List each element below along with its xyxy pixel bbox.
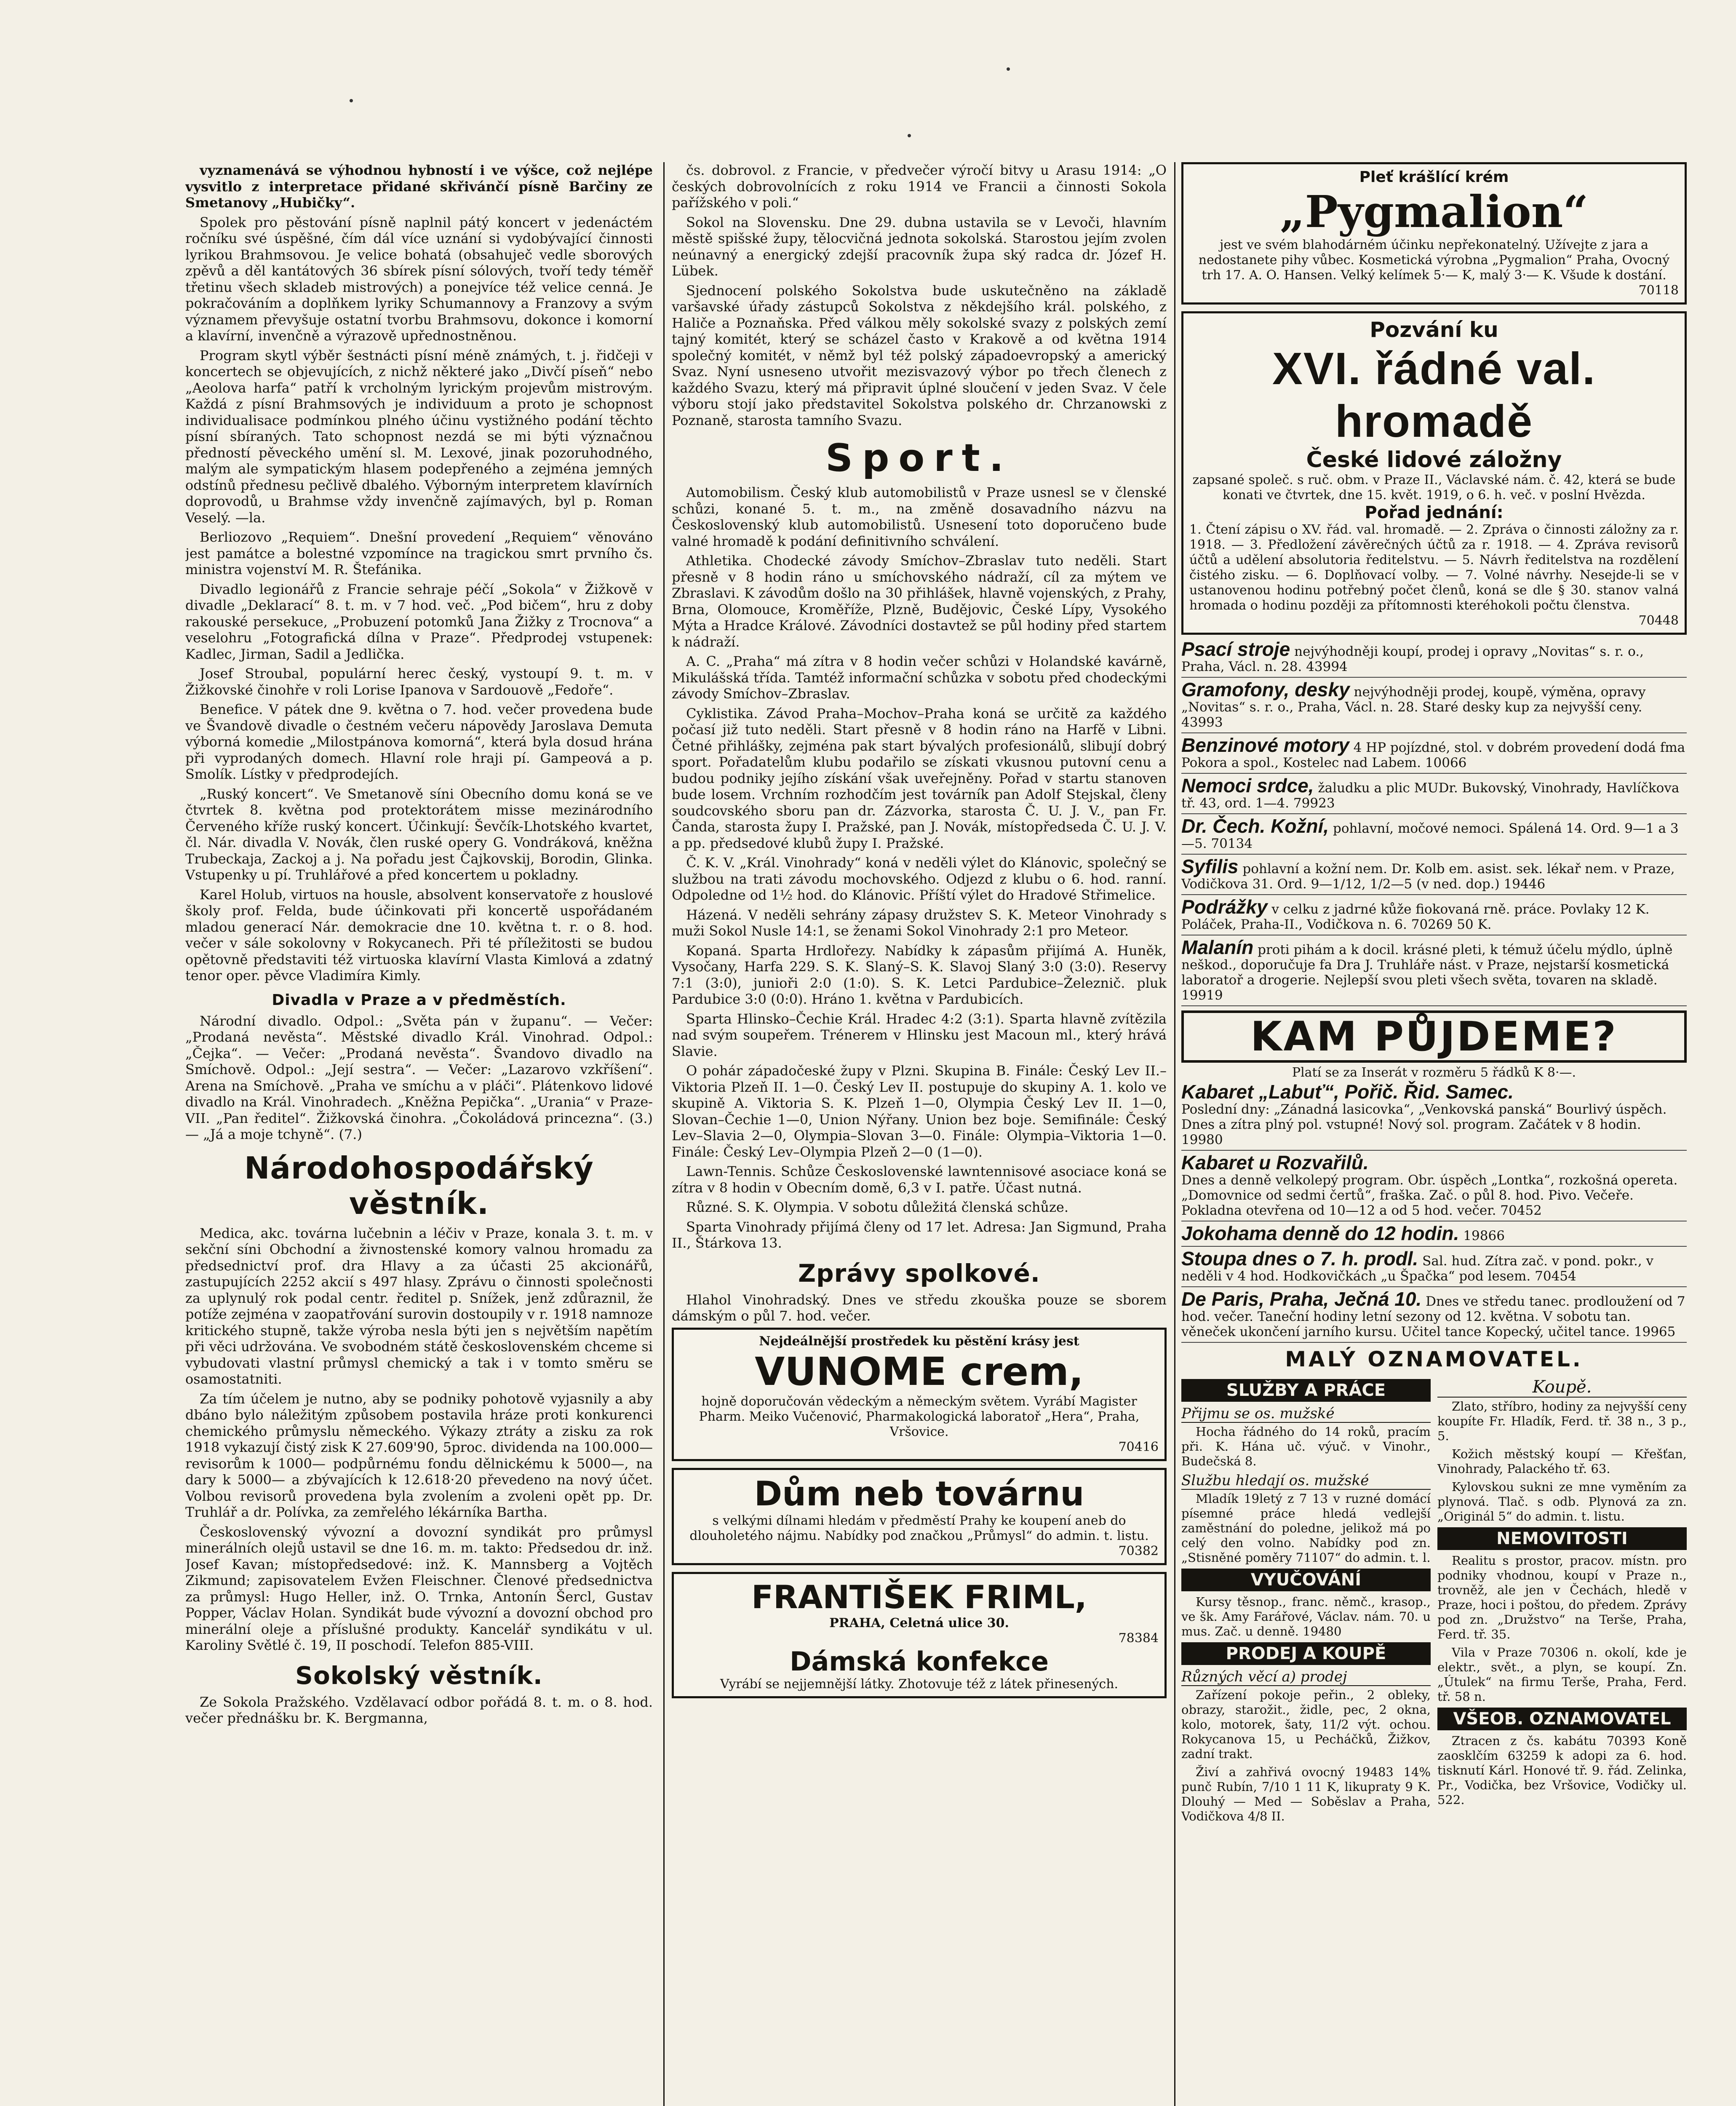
row-title: Gramofony, desky <box>1181 679 1350 700</box>
row-text: pohlavní a kožní nem. Dr. Kolb em. asist. sek. lékař nem. v Praze, Vodičkova 31. Ord. 9—1/12, 1/2—5 (v ned. dop.) 19446 <box>1181 861 1675 892</box>
ad-brand: FRANTIŠEK FRIML, <box>751 1578 1087 1616</box>
economy-heading: Národohospodářský věstník. <box>244 1150 594 1221</box>
ad-address: PRAHA, Celetná ulice 30. <box>829 1615 1009 1630</box>
article-paragraph: Ze Sokola Pražského. Vzdělavací odbor pořádá 8. t. m. o 8. hod. večer přednášku br. K. Bergmanna, <box>185 1694 653 1726</box>
small-ad: Kožich městský koupí — Křešťan, Vinohrady, Palackého tř. 63. <box>1437 1447 1687 1476</box>
small-ad: Realitu s prostor, pracov. místn. pro podniky vhodnou, koupí v Praze n., trovněž, ale jen v Čechách, hledě v Praze, hoci i poštou, do předem. Zprávy pod zn. „Družstvo“ na Terše, Praha, Ferd. tř. 35. <box>1437 1553 1687 1641</box>
row-title: Nemoci srdce, <box>1181 775 1314 796</box>
article-paragraph: Benefice. V pátek dne 9. května o 7. hod. večer provedena bude ve Švandově divadle o čestném večeru nápovědy Jaroslava Demuta výborná komedie „Milostpánova komorná“, která byla dosud hrána při vyprodaných domech. Hlavní role hraji pí. Gampeová a p. Smolík. Lístky v předprodejích. <box>185 701 653 782</box>
row-text: nejvýhodněji koupí, prodej i opravy „Novitas“ s. r. o., Praha, Václ. n. 28. 43994 <box>1181 644 1644 674</box>
ad-tagline: Pozvání ku <box>1370 318 1498 342</box>
small-ad: Živí a zahřivá ovocný 19483 14% punč Rubín, 7/10 1 11 K, likupraty 9 K. Dlouhý — Med — Soběslav a Praha, Vodičkova 4/8 II. <box>1181 1765 1431 1823</box>
ad-number: 70382 <box>1118 1543 1159 1558</box>
section-subhead: Přijmu se os. mužské <box>1181 1405 1431 1423</box>
column-right <box>1181 162 1687 2106</box>
row-title: Kabaret „Labuť“, Pořič. Řid. Samec. <box>1181 1081 1514 1103</box>
article-paragraph: O pohár západočeské župy v Plzni. Skupina B. Finále: Český Lev II.–Viktoria Plzeň II. 1—0. Český Lev II. postupuje do skupiny A. 1. kolo ve skupině A. Viktoria S. K. Plzeň 1—0, Olympia Český Lev II. 1—0, Slovan–Čechie 1—0, Union Nýřany. Union bez boje. Semifinále: Český Lev–Slavia 2—0, Olympia–Slovan 3—0. Finále: Olympia–Viktoria 1—0. Finále: Český Lev–Olympia Plzeň 2—0 (1—0). <box>672 1063 1167 1160</box>
small-ad: Hocha řádného do 14 roků, pracím při. K. Hána uč. výuč. v Vinohr., Budečská 8. <box>1181 1424 1431 1468</box>
row-text: žaludku a plic MUDr. Bukovský, Vinohrady, Havlíčkova tř. 43, ord. 1—4. 79923 <box>1181 780 1680 811</box>
article-paragraph: Československý vývozní a dovozní syndikát pro průmysl minerálních olejů ustavil se dne 16. m. m. takto: Předsedou dr. inž. Josef Kavan; místopředsedové: inž. K. Mannsberg a Vojtěch Zikmund; zapisovatelem Evžen Fleischner. Členové předsednictva za průmysl: Hugo Heller, inž. O. Trnka, Antonín Šercl, Gustav Popper, Václav Holan. Syndikát bude vývozní a dovozní obchod pro minerální oleje a příslušné produkty. Kancelář syndikátu v ul. Karoliny Světlé č. 19, II poschodí. Telefon 885-VIII. <box>185 1523 653 1653</box>
row-text: 4 HP pojízdné, stol. v dobrém provedení dodá fma Pokora a spol., Kostelec nad Labem. 10066 <box>1181 740 1685 770</box>
classified-row <box>1181 855 1687 895</box>
advert-pygmalion <box>1181 162 1687 305</box>
small-ad: Ztracen z čs. kabátu 70393 Koně zaosklčím 63259 k adopi za 6. hod. tisknutí Kárl. Honové tř. 9. řád. Zelinka, Pr., Vodička, bez Vršovice, Vodičky ul. 522. <box>1437 1734 1687 1807</box>
row-title: Benzinové motory <box>1181 734 1349 756</box>
small-ad: Zařízení pokoje peřin., 2 obleky, obrazy, starožit., židle, pec, 2 okna, kolo, motorek, šaty, 11/2 výt. ochou. Rokycanova 15, u Pecháčků, Žižkov, zadní trakt. <box>1181 1688 1431 1761</box>
article-paragraph: Program skytl výběr šestnácti písní méně známých, t. j. řidčeji v koncertech se objevujících, z nichž některé jako „Divčí píseň“ nebo „Aeolova harfa“ patří k vrcholným lyrickým projevům mistrovým. Každá z písní Brahmsových je individuum a proto je schopnost individualisace podmínkou plného účinu vystižného podání těchto písní sbíraných. Tato schopnost nezdá se mi býti význačnou předností pěveckého umění sl. M. Lexové, jinak pozoruhodného, malým ale sympatickým hlasem podepřeného a zejména jemných odstínů přednesu pečlivě dbalého. Výborným interpretem klavírních doprovodů, u Brahmse vždy invenčně zajímavých, byl p. Roman Veselý. —la. <box>185 347 653 526</box>
section-bar: PRODEJ A KOUPĚ <box>1181 1642 1431 1665</box>
row-title: Psací stroje <box>1181 638 1290 660</box>
ad-agenda: 1. Čtení zápisu o XV. řád. val. hromadě. — 2. Zpráva o činnosti záložny za r. 1918. — 3. Předložení závěrečných účtů za r. 1918. — 4. Zpráva revisorů účtů a udělení absolutoria ředitelstvu. — 5. Návrh ředitelstva na rozdělení čistého zisku. — 6. Doplňovací volby. — 7. Volné návrhy. Nesejde-li se v ustanovenou hodinu potřebný počet členů, koná se dle § 30. stanov valná hromada o hodinu později za přítomnosti kteréhokoli počtu členstva. <box>1189 522 1679 613</box>
advert-house <box>672 1468 1167 1565</box>
article-paragraph: Athletika. Chodecké závody Smíchov–Zbraslav tuto neděli. Start přesně v 8 hodin ráno u smíchovského nádraží, cíl za mýtem ve Zbraslavi. K závodům došlo na 30 přihlášek, hlavně vojenských, z Prahy, Brna, Olomouce, Kroměříže, Plzně, Budějovic, České Lípy, Vysokého Mýta a Hradce Králové. Závodníci dostavtež se půl hodiny před startem k nádraží. <box>672 553 1167 650</box>
ad-number: 70416 <box>1118 1439 1159 1454</box>
ink-speck <box>350 99 353 102</box>
small-ad: Kylovskou sukni ze mne vyměním za plynová. Tlač. s odb. Plynová za zn. „Originál 5“ do admin. t. listu. <box>1437 1480 1687 1523</box>
sokol-heading: Sokolský věstník. <box>295 1661 543 1690</box>
row-title: Podrážky <box>1181 896 1268 918</box>
small-ad: Kursy těsnop., franc. němč., krasop., ve šk. Amy Farářové, Václav. nám. 70. u mus. Zač. u denně. 19480 <box>1181 1595 1431 1638</box>
ad-title: Dům neb továrnu <box>754 1474 1084 1513</box>
small-ads-grid <box>1181 1376 1687 1827</box>
classified-row <box>1181 775 1687 814</box>
article-paragraph: Josef Stroubal, populární herec český, vystoupí 9. t. m. v Žižkovské činohře v roli Lorise Ipanova v Sardouově „Fedoře“. <box>185 665 653 698</box>
where-to-go-heading: KAM PŮJDEME? <box>1181 1010 1687 1063</box>
article-paragraph: vyznamenává se výhodnou hybností i ve výšce, což nejlépe vysvitlo z interpretace přidané skřivánčí písně Barčiny ze Smetanovy „Hubičky“. <box>185 162 653 211</box>
article-paragraph: Cyklistika. Závod Praha–Mochov–Praha koná se určitě za každého počasí již tuto neděli. Start přesně v 8 hodin ráno na Harfě v Libni. Četné přihlášky, zejména pak start bývalých profesionálů, slibují dobrý sport. Pořadatelům klubu podařilo se získati vkusnou putovní cenu a budou podniky jejího získání však uveřejněny. Pořad v startu stanoven bude losem. Vrchním rozhodčím jest továrník pan Adolf Stejskal, členy soudcovského sboru pan dr. Zázvorka, starosta Č. U. J. V., pan Fr. Čanda, starosta župy I. Pražské, pan J. Novák, místopředseda Č. U. J. V. a pp. předsedové klubů župy I. Pražské. <box>672 705 1167 851</box>
small-ads-right <box>1437 1376 1687 1827</box>
theatres-heading: Divadla v Praze a v předměstích. <box>272 991 566 1009</box>
ad-text: Vyrábí se nejjemnější látky. Zhotovuje též z látek přinesených. <box>720 1676 1119 1692</box>
event-row <box>1181 1081 1687 1151</box>
row-title: Dr. Čech. Kožní, <box>1181 815 1329 837</box>
section-subhead: Různých věcí a) prodej <box>1181 1668 1431 1686</box>
small-ad: Vila v Praze 70306 n. okolí, kde je elektr., svět., a plyn, se koupí. Zn. „Útulek“ na firmu Terše, Praha, Ferd. tř. 58 n. <box>1437 1645 1687 1704</box>
article-paragraph: Spolek pro pěstování písně naplnil pátý koncert v jedenáctém ročníku své úspěšné, čím dál více uznání si vydobývající činnosti lyrikou Brahmsovou. Je velice bohatá (obsahuječ vedle sborových zpěvů a děl kantátových 36 sbírek písní sólových, tvoří tedy téměř třetinu všech skladeb mistrových) a ponejvíce též velice cenná. Je pokračováním a doplňkem lyriky Schumannovy a Franzovy a svým významem převyšuje ostatní tvorbu Brahmsovu, dokonce i komorní a klavírní, invenčně a výrazově upřednostněnou. <box>185 214 653 344</box>
ad-tagline: Pleť krášlící krém <box>1359 168 1509 186</box>
section-bar: NEMOVITOSTI <box>1437 1527 1687 1550</box>
ad-brand: „Pygmalion“ <box>1279 186 1589 238</box>
column-left <box>185 162 653 2106</box>
theatres-listing: Národní divadlo. Odpol.: „Světa pán v županu“. — Večer: „Prodaná nevěsta“. Městské divadlo Král. Vinohrad. Odpol.: „Čejka“. — Večer: „Prodaná nevěsta“. Švandovo divadlo na Smíchově. Odpol.: „Její sestra“. — Večer: „Lazarovo vzkříšení“. Arena na Smíchově. „Praha ve smíchu a v pláči“. Plátenkovo lidové divadlo na Král. Vinohradech. „Kněžna Pepička“. „Urania“ v Praze-VII. „Pan ředitel“. Žižkovská činohra. „Čokoládová princezna“. (3.) — „Já a moje tchyně“. (7.) <box>185 1013 653 1142</box>
classified-row <box>1181 734 1687 774</box>
ad-title: XVI. řádné val. hromadě <box>1272 343 1596 446</box>
article-paragraph: Různé. S. K. Olympia. V sobotu důležitá členská schůze. <box>686 1199 1068 1215</box>
article-paragraph: Kopaná. Sparta Hrdlořezy. Nabídky k zápasům přijímá A. Huněk, Vysočany, Harfa 229. S. K. Slaný–S. K. Slavoj Slaný 3:0 (3:0). Reservy 7:1 (3:0), junioři 2:0 (1:0). S. K. Letci Pardubice–Železnič. pluk Pardubice 3:0 (0:0). Hráno 1. května v Pardubicích. <box>672 942 1167 1007</box>
row-text: 19866 <box>1463 1228 1505 1243</box>
small-ads-heading: MALÝ OZNAMOVATEL. <box>1285 1347 1583 1371</box>
section-subhead: Koupě. <box>1437 1377 1687 1398</box>
column-middle <box>672 162 1167 2106</box>
event-row <box>1181 1288 1687 1343</box>
ink-speck <box>1007 67 1010 71</box>
row-title: Syfilis <box>1181 855 1239 877</box>
column-rule <box>1174 162 1175 2106</box>
advert-friml <box>672 1572 1167 1698</box>
ad-tagline: Nejdeálnější prostředek ku pěstění krásy jest <box>759 1334 1079 1349</box>
event-row <box>1181 1248 1687 1287</box>
row-title: Kabaret u Rozvařilů. <box>1181 1152 1369 1173</box>
article-paragraph: Hlahol Vinohradský. Dnes ve středu zkouška pouze se sborem dámským o půl 7. hod. večer. <box>672 1291 1167 1324</box>
row-text: proti pihám a k docil. krásné pleti, k témuž účelu mýdlo, úplně neškod., doporučuje fa Dra J. Truhláře nást. v Praze, nejstarší kosmetická laboratoř a drogerie. Nejlepší svou pleti všech světa, tovaren na skladě. 19919 <box>1181 942 1673 1003</box>
event-row <box>1181 1152 1687 1221</box>
section-bar: SLUŽBY A PRÁCE <box>1181 1379 1431 1402</box>
row-title: De Paris, Praha, Ječná 10. <box>1181 1288 1422 1310</box>
ad-subtitle: České lidové záložny <box>1306 447 1562 473</box>
classified-row <box>1181 679 1687 733</box>
classified-row <box>1181 936 1687 1006</box>
sport-heading: Sport. <box>825 436 1013 480</box>
article-paragraph: Karel Holub, virtuos na housle, absolvent konservatoře z houslové školy prof. Felda, bude účinkovati při koncertě uspořádaném mladou generací Nár. demokracie dne 10. května t. r. o 8. hod. večer v sále sokolovny v Rokycanech. Při té příležitosti se budou opětovně představiti též virtuoska klavírní Vlasta Kimlová a zdatný tenor oper. pěvce Vladimíra Kimly. <box>185 886 653 984</box>
ad-subtitle: Dámská konfekce <box>790 1646 1049 1677</box>
ad-number: 78384 <box>1118 1630 1159 1646</box>
article-paragraph: Divadlo legionářů z Francie sehraje péčí „Sokola“ v Žižkově v divadle „Deklarací“ 8. t. m. v 7 hod. več. „Pod bičem“, hru z doby rakouské persekuce, „Probuzení potomků Jana Žižky z Trocnova“ a veselohru „Fotografická dílna v Praze“. Předprodej vstupenek: Kadlec, Jirman, Sadil a Jedlička. <box>185 581 653 662</box>
article-paragraph: čs. dobrovol. z Francie, v předvečer výročí bitvy u Arasu 1914: „O českých dobrovolnících z roku 1914 ve Francii a činnosti Sokola pařížského v poli.“ <box>672 162 1167 211</box>
article-paragraph: A. C. „Praha“ má zítra v 8 hodin večer schůzi v Holandské kavárně, Mikulášská třída. Tamtéž informační schůzka v sobotu před chodeckými závody Smíchov–Zbraslav. <box>672 653 1167 702</box>
advert-meeting-invitation <box>1181 311 1687 635</box>
small-ad: Mladík 19letý z 7 13 v ruzné domácí písemné práce hledá vedlejší zaměstnání do poledne, jelikož má po celý den volno. Nabídky pod zn. „Stisněné poměry 71107“ do admin. t. l. <box>1181 1491 1431 1565</box>
article-paragraph: Medica, akc. továrna lučebnin a léčiv v Praze, konala 3. t. m. v sekční síni Obchodní a živnostenské komory valnou hromadu za předsednictví prof. dra Hlavy a za účasti 25 akcionářů, zastupujících 2252 akcií s 497 hlasy. Zprávu o činnosti společnosti za uplynulý rok podal centr. ředitel p. Snížek, jenž zdůraznil, že potíže zejména v zaopatřování surovin dostoupily v r. 1918 namnoze kritického stupně, takže výroba nesla býti jen s největším napětím při věci udržována. Ve svobodném státě československém chceme si vybudovati vlastní průmysl chemický a tak i v tomto směru se osamostatniti. <box>185 1225 653 1387</box>
small-ads-left <box>1181 1376 1431 1827</box>
ad-number: 70448 <box>1638 613 1679 628</box>
ad-text: s velkými dílnami hledám v předměstí Prahy ke koupení aneb do dlouholetého nájmu. Nabídky pod značkou „Průmysl“ do admin. t. listu. <box>689 1513 1149 1543</box>
row-text: Sal. hud. Zítra zač. v pond. pokr., v neděli v 4 hod. Hodkovičkách „u Špačka“ pod lesem. 70454 <box>1181 1253 1654 1284</box>
row-text: v celku z jadrné kůže fiokovaná rně. práce. Povlaky 12 K. Poláček, Praha-II., Vodičkova n. 6. 70269 50 K. <box>1181 902 1650 932</box>
classified-row <box>1181 638 1687 678</box>
small-ad: Zlato, stříbro, hodiny za nejvyšší ceny koupíte Fr. Hladík, Ferd. tř. 38 n., 3 p., 5. <box>1437 1399 1687 1443</box>
ad-text: hojně doporučován vědeckým a německým světem. Vyrábí Magister Pharm. Meiko Vučenović, Pharmakologická laboratoř „Hera“, Praha, Vršovice. <box>699 1394 1140 1439</box>
row-text: Poslední dny: „Zánadná lasicovka“, „Venkovská panská“ Bourlivý úspěch. Dnes a zítra plný pol. vstupné! Nový sol. program. Začátek v 8 hodin. 19980 <box>1181 1102 1667 1147</box>
article-paragraph: Automobilism. Český klub automobilistů v Praze usnesl se v členské schůzi, konané 5. t. m., na změně dosavadního názvu na Československý klub automobilistů. Usnesení toto doporučeno bude valné hromadě k podání definitivního schválení. <box>672 484 1167 549</box>
ad-number: 70118 <box>1638 283 1679 298</box>
advert-vunome <box>672 1328 1167 1461</box>
ad-text: jest ve svém blahodárném účinku nepřekonatelný. Užívejte z jara a nedostanete pihy vůbec. Kosmetická výrobna „Pygmalion“ Praha, Ovocný trh 17. A. O. Hansen. Velký kelímek 5·— K, malý 3·— K. Všude k dostání. <box>1198 238 1670 283</box>
row-text: pohlavní, močové nemoci. Spálená 14. Ord. 9—1 a 3—5. 70134 <box>1181 821 1679 851</box>
row-title: Malanín <box>1181 936 1254 958</box>
article-paragraph: „Ruský koncert“. Ve Smetanově síni Obecního domu koná se ve čtvrtek 8. května pod protektorátem misse mezinárodního Červeného kříže ruský koncert. Účinkují: Ševčík-Lhotského kvartet, čl. Nár. divadla V. Novák, člen ruské opery G. Vondráková, kněžna Trubeckaja, Zackoj a j. Na pořadu jest Čajkovskij, Borodin, Glinka. Vstupenky u pí. Truhlářové a před koncertem u pokladny. <box>185 786 653 883</box>
row-title: Stoupa dnes o 7. h. prodl. <box>1181 1248 1418 1269</box>
article-paragraph: Sokol na Slovensku. Dne 29. dubna ustavila se v Levoči, hlavním městě spišské župy, tělocvičná jednota sokolská. Starostou jejím zvolen neúnavný a energický zdejší pracovník župa ský radca dr. Józef H. Lübek. <box>672 214 1167 279</box>
where-to-go-note: Platí se za Inserát v rozměru 5 řádků K 8·—. <box>1292 1065 1576 1080</box>
section-bar: VŠEOB. OZNAMOVATEL <box>1437 1708 1687 1730</box>
article-paragraph: Berliozovo „Requiem“. Dnešní provedení „Requiem“ věnováno jest památce a bolestné vzpomínce na tragickou smrt prvního čs. ministra vojenství M. R. Štefánika. <box>185 529 653 577</box>
row-text: nejvýhodněji prodej, koupě, výměna, opravy „Novitas“ s. r. o., Praha, Václ. n. 28. Staré desky kup za nejvyšší ceny. 43993 <box>1181 684 1646 730</box>
classified-row <box>1181 815 1687 855</box>
classified-row <box>1181 896 1687 935</box>
ad-agenda-heading: Pořad jednání: <box>1365 503 1504 522</box>
event-row <box>1181 1222 1687 1247</box>
article-paragraph: Sparta Hlinsko–Čechie Král. Hradec 4:2 (3:1). Sparta hlavně zvítězila nad svým soupeřem. Trénerem v Hlinsku jest Macoun ml., který hrává Slavie. <box>672 1010 1167 1059</box>
societies-heading: Zprávy spolkové. <box>798 1259 1040 1288</box>
article-paragraph: Sjednocení polského Sokolstva bude uskutečněno na základě varšavské úřady zástupců Sokolstva z někdejšího král. polského, z Haliče a Poznaňska. Před válkou měly sokolské svazy z polských zemí tajný komitét, který se scházel často v Krakově a od května 1914 společný komitét, v němž byl též polský západoevropský a americký Svaz. Nyní usneseno utvořit mezisvazový výbor po třech členech z každého Svazu, který má připravit úplné sloučení v jeden Svaz. V čele výboru stojí jako představitel Sokolstva polského dr. Chrzanowski z Poznaně, starosta tamního Svazu. <box>672 282 1167 428</box>
ad-brand: VUNOME crem, <box>755 1349 1084 1394</box>
column-rule <box>663 162 665 2106</box>
section-bar: VYUČOVÁNÍ <box>1181 1569 1431 1591</box>
ad-text: zapsané společ. s ruč. obm. v Praze II., Václavské nám. č. 42, která se bude konati ve čtvrtek, dne 15. květ. 1919, o 6. h. več. v poslní Hvězda. <box>1192 473 1676 502</box>
section-subhead: Službu hledají os. mužské <box>1181 1472 1431 1490</box>
article-paragraph: Lawn-Tennis. Schůze Československé lawntennisové asociace koná se zítra v 8 hodin v Obecním domě, 6,3 v I. patře. Účast nutná. <box>672 1163 1167 1196</box>
article-paragraph: Za tím účelem je nutno, aby se podniky pohotově vyjasnily a aby dbáno bylo náležitým způsobem postavila hráze proti konkurenci chemického průmyslu německého. Výkazy ztráty a zisku za rok 1918 vykazují čistý zisk K 27.609'90, 5proc. dividenda na 100.000— revisorům k 1000— podpůrnému fondu dělnickému k 5000—, na dary k 5000— a zbývajících k 12.618·20 převedeno na nový účet. Volbou revisorů provedena byla zvolením a zvoleni opět pp. Dr. Truhlář a dr. Polívka, za zemřelého lékárníka Bartha. <box>185 1390 653 1520</box>
ink-speck <box>908 134 911 137</box>
row-text: Dnes ve středu tanec. prodloužení od 7 hod. večer. Taneční hodiny letní sezony od 12. května. V sobotu tan. věneček ukončení jarního kursu. Učitel tance Kopecký, učitel tance. 19965 <box>1181 1294 1685 1339</box>
row-title: Jokohama denně do 12 hodin. <box>1181 1222 1459 1244</box>
article-paragraph: Sparta Vinohrady přijímá členy od 17 let. Adresa: Jan Sigmund, Praha II., Štárkova 13. <box>672 1219 1167 1251</box>
article-paragraph: Č. K. V. „Král. Vinohrady“ koná v neděli výlet do Klánovic, společný se službou na trati závodu mochovského. Odjezd z klubu o 6. hod. ranní. Odpoledne od 1½ hod. do Klánovic. Příští výlet do Hradové Střimelice. <box>672 855 1167 903</box>
row-text: Dnes a denně velkolepý program. Obr. úspěch „Lontka“, rozkošná opereta. „Domovnice od sedmi čertů“, fraška. Zač. o půl 8. hod. Pivo. Večeře. Pokladna otevřena od 10—12 a od 5 hod. večer. 70452 <box>1181 1173 1678 1218</box>
article-paragraph: Házená. V neděli sehrány zápasy družstev S. K. Meteor Vinohrady s muži Sokol Nusle 14:1, se ženami Sokol Vinohrady 2:1 pro Meteor. <box>672 906 1167 939</box>
